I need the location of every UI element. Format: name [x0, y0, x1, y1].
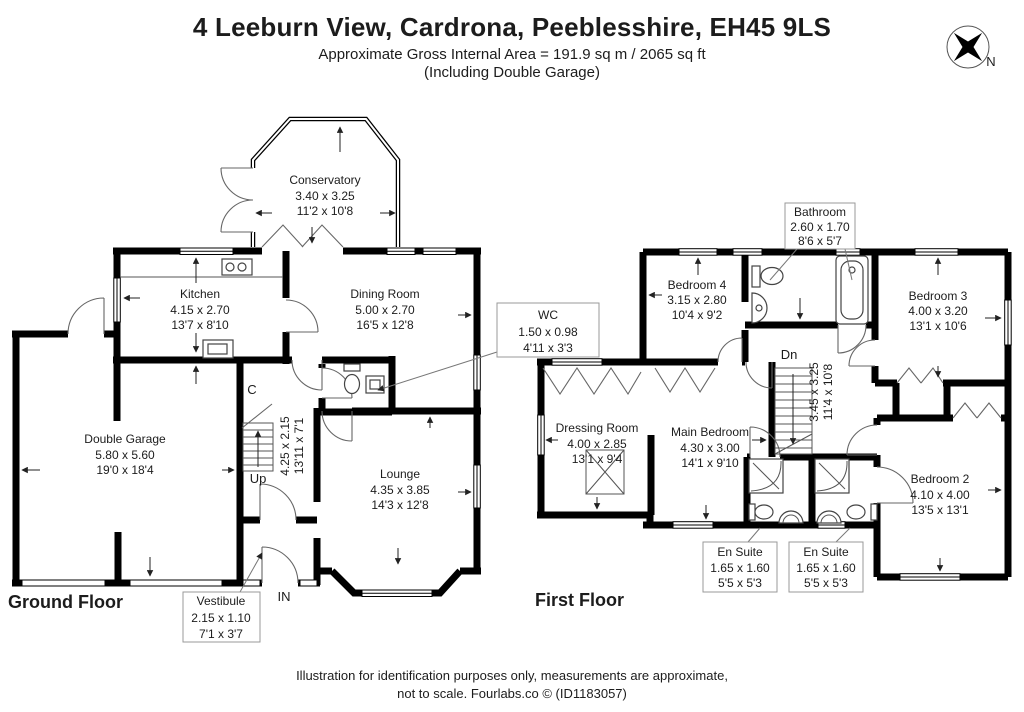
svg-text:13'1 x 9'4: 13'1 x 9'4 [571, 452, 623, 466]
svg-text:14'1 x 9'10: 14'1 x 9'10 [681, 456, 739, 470]
ensuite2-callout [789, 528, 863, 592]
svg-text:5'5 x 5'3: 5'5 x 5'3 [804, 576, 848, 590]
bedroom4-label [667, 278, 727, 322]
svg-text:Lounge: Lounge [379, 467, 421, 481]
svg-text:Kitchen: Kitchen [179, 287, 221, 301]
hob-icon [120, 259, 283, 277]
svg-text:1.50 x 0.98: 1.50 x 0.98 [518, 325, 578, 339]
svg-text:4.30 x 3.00: 4.30 x 3.00 [680, 441, 740, 455]
svg-text:7'1 x 3'7: 7'1 x 3'7 [199, 627, 243, 641]
svg-text:3.40 x 3.25: 3.40 x 3.25 [295, 189, 355, 203]
ensuite2-toilet-icon [847, 504, 877, 520]
svg-text:8'6 x 5'7: 8'6 x 5'7 [798, 234, 842, 248]
cupboard-label: C [247, 382, 257, 397]
svg-text:En Suite: En Suite [717, 545, 763, 559]
first-floor-plan [537, 203, 1011, 592]
svg-text:1.65 x 1.60: 1.65 x 1.60 [710, 561, 770, 575]
svg-text:En Suite: En Suite [803, 545, 849, 559]
toilet-icon [344, 364, 360, 394]
svg-text:4.00 x 2.85: 4.00 x 2.85 [567, 437, 627, 451]
svg-text:2.60 x 1.70: 2.60 x 1.70 [790, 220, 850, 234]
svg-text:Bedroom 4: Bedroom 4 [667, 278, 727, 292]
svg-text:WC: WC [538, 308, 558, 322]
compass-icon [947, 26, 996, 69]
svg-text:Main Bedroom: Main Bedroom [670, 425, 750, 439]
bathroom-toilet-icon [752, 266, 783, 287]
svg-text:5.00 x 2.70: 5.00 x 2.70 [355, 303, 415, 317]
svg-text:Conservatory: Conservatory [289, 173, 361, 187]
ensuite1-toilet-icon [749, 504, 773, 520]
vestibule-callout [183, 553, 262, 642]
svg-text:5'5 x 5'3: 5'5 x 5'3 [718, 576, 762, 590]
entrance-label: IN [277, 589, 291, 604]
footer-disclaimer-line1: Illustration for identification purposes only, measurements are approximate, [296, 668, 728, 683]
svg-text:2.15 x 1.10: 2.15 x 1.10 [191, 611, 251, 625]
area-note: (Including Double Garage) [424, 64, 600, 81]
svg-text:11'4 x 10'8: 11'4 x 10'8 [821, 363, 835, 421]
main-bedroom-label [671, 425, 749, 470]
bedroom3-label [908, 289, 968, 333]
kitchen-label [170, 287, 230, 332]
shower-icon [749, 459, 783, 493]
svg-text:5.80 x 5.60: 5.80 x 5.60 [95, 448, 155, 462]
ground-floor-plan [12, 119, 599, 642]
lounge-label [370, 467, 430, 512]
svg-text:4.25 x 2.15: 4.25 x 2.15 [278, 416, 292, 476]
double-garage-label [84, 432, 166, 477]
wc-sink-icon [366, 376, 384, 393]
svg-text:16'5 x 12'8: 16'5 x 12'8 [356, 318, 414, 332]
svg-text:4.15 x 2.70: 4.15 x 2.70 [170, 303, 230, 317]
page-title: 4 Leeburn View, Cardrona, Peeblesshire, EH45 9LS [192, 12, 832, 42]
svg-text:4.00 x 3.20: 4.00 x 3.20 [908, 304, 968, 318]
ensuite1-callout [703, 528, 777, 592]
svg-text:11'2 x 10'8: 11'2 x 10'8 [296, 204, 354, 218]
dressing-room-label [556, 421, 639, 466]
svg-text:13'5 x 13'1: 13'5 x 13'1 [911, 503, 969, 517]
svg-text:13'7 x 8'10: 13'7 x 8'10 [171, 318, 229, 332]
bathroom-sink-icon [752, 293, 767, 323]
stairs-up-label: Up [249, 471, 267, 486]
first-floor-label: First Floor [535, 590, 624, 610]
svg-text:4.10 x 4.00: 4.10 x 4.00 [910, 488, 970, 502]
svg-text:4.35 x 3.85: 4.35 x 3.85 [370, 483, 430, 497]
svg-text:Dining Room: Dining Room [350, 287, 420, 301]
shower-icon-2 [815, 459, 849, 493]
svg-text:Bedroom 2: Bedroom 2 [910, 472, 970, 486]
area-line: Approximate Gross Internal Area = 191.9 sq m / 2065 sq ft [318, 46, 706, 63]
footer-disclaimer-line2: not to scale. Fourlabs.co © (ID1183057) [397, 686, 627, 701]
hall-dims-label [278, 416, 306, 476]
compass-north-label: N [986, 54, 996, 69]
svg-text:13'1 x 10'6: 13'1 x 10'6 [909, 319, 967, 333]
ground-floor-label: Ground Floor [8, 592, 123, 612]
dining-room-label [350, 287, 419, 332]
svg-text:3.45 x 3.25: 3.45 x 3.25 [807, 362, 821, 422]
svg-text:Double Garage: Double Garage [84, 432, 166, 446]
stairs-down-label: Dn [780, 347, 798, 362]
svg-text:14'3 x 12'8: 14'3 x 12'8 [371, 498, 429, 512]
svg-text:1.65 x 1.60: 1.65 x 1.60 [796, 561, 856, 575]
kitchen-sink-icon [203, 340, 233, 358]
svg-text:Bedroom 3: Bedroom 3 [908, 289, 968, 303]
svg-text:Dressing Room: Dressing Room [555, 421, 639, 435]
svg-text:19'0 x 18'4: 19'0 x 18'4 [96, 463, 154, 477]
ensuite1-sink-icon [779, 511, 803, 523]
svg-text:Vestibule: Vestibule [196, 594, 246, 608]
svg-text:10'4 x 9'2: 10'4 x 9'2 [671, 308, 723, 322]
stairs-up-icon [243, 423, 273, 471]
bath-icon [836, 256, 868, 324]
conservatory-label [289, 173, 360, 218]
ensuite2-sink-icon [817, 511, 841, 523]
svg-text:4'11 x 3'3: 4'11 x 3'3 [523, 341, 573, 355]
svg-text:Bathroom: Bathroom [793, 205, 847, 219]
bedroom2-label [910, 472, 970, 517]
landing-dims-label [807, 362, 835, 422]
svg-text:13'11 x 7'1: 13'11 x 7'1 [292, 417, 306, 475]
svg-text:3.15 x 2.80: 3.15 x 2.80 [667, 293, 727, 307]
garage-door-left [22, 580, 105, 586]
garage-door-right [130, 580, 222, 586]
